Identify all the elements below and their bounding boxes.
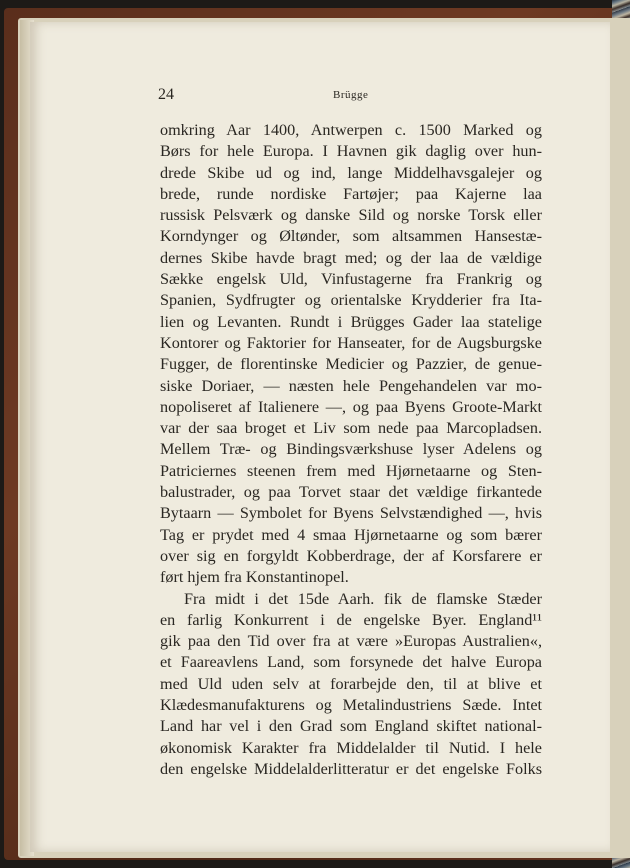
text-line: gik paa den Tid over fra at være »Europas Australien«,	[160, 632, 542, 651]
text-line: Mellem Træ- og Bindingsværkshuse lyser Adelens og	[160, 440, 542, 459]
text-line: Fra midt i det 15de Aarh. fik de flamske Stæder	[184, 589, 542, 608]
text-line: Korndynger og Øltønder, som altsammen Hansestæ-	[160, 227, 542, 246]
text-line: Tag er prydet med 4 smaa Hjørnetaarne og som bærer	[160, 525, 542, 544]
page-number: 24	[158, 86, 174, 103]
text-line: Fugger, de florentinske Medicier og Pazzier, de genue-	[160, 355, 542, 374]
text-line: Bytaarn — Symbolet for Byens Selvstændighed —, hvis	[160, 504, 542, 523]
text-line: brede, runde nordiske Fartøjer; paa Kajerne laa	[160, 184, 542, 203]
text-line: nopoliseret af Italienere —, og paa Byens Groote-Markt	[160, 397, 542, 416]
text-line: omkring Aar 1400, Antwerpen c. 1500 Marked og	[160, 121, 542, 139]
text-line: over sig en forgyldt Kobberdrage, der af Korsfarere er	[160, 546, 542, 565]
text-line: Land har vel i den Grad som England skiftet national-	[160, 717, 542, 736]
text-line: Patriciernes steenen frem med Hjørnetaarne og Sten-	[160, 461, 542, 480]
text-line: balustrader, og paa Torvet staar det vældige firkantede	[160, 483, 542, 502]
body-text	[160, 120, 542, 780]
text-line: Klædesmanufakturens og Metalindustriens Sæde. Intet	[160, 696, 542, 715]
text-line: russisk Pelsværk og danske Sild og norske Torsk eller	[160, 206, 542, 225]
text-line: lien og Levanten. Rundt i Brügges Gader laa statelige	[160, 312, 542, 331]
text-line: var der saa broget et Liv som nede paa Marcopladsen.	[160, 419, 542, 438]
text-line: ført hjem fra Konstantinopel.	[160, 568, 349, 587]
running-head: Brügge	[333, 89, 369, 101]
text-line: siske Doriaer, — næsten hele Pengehandelen var mo-	[160, 376, 542, 395]
text-line: Spanien, Sydfrugter og orientalske Krydderier fra Ita-	[160, 291, 542, 310]
text-line: dernes Skibe havde bragt med; og der laa de vældige	[160, 248, 542, 267]
text-line: den engelske Middelalderlitteratur er det engelske Folks	[160, 759, 542, 778]
text-line: med Uld uden selv at forarbejde den, til at blive et	[160, 674, 542, 693]
text-line: en farlig Konkurrent i de engelske Byer. England¹¹	[160, 610, 542, 629]
text-line: Børs for hele Europa. I Havnen gik daglig over hun-	[160, 142, 542, 161]
text-line: et Faareavlens Land, som forsynede det halve Europa	[160, 653, 542, 672]
text-line: drede Skibe ud og ind, lange Middelhavsgalejer og	[160, 163, 542, 182]
text-line: Sække engelsk Uld, Vinfustagerne fra Frankrig og	[160, 270, 542, 289]
text-line: Kontorer og Faktorier for Hanseater, for de Augsburgske	[160, 333, 542, 352]
text-line: økonomisk Karakter fra Middelalder til Nutid. I hele	[160, 738, 542, 757]
